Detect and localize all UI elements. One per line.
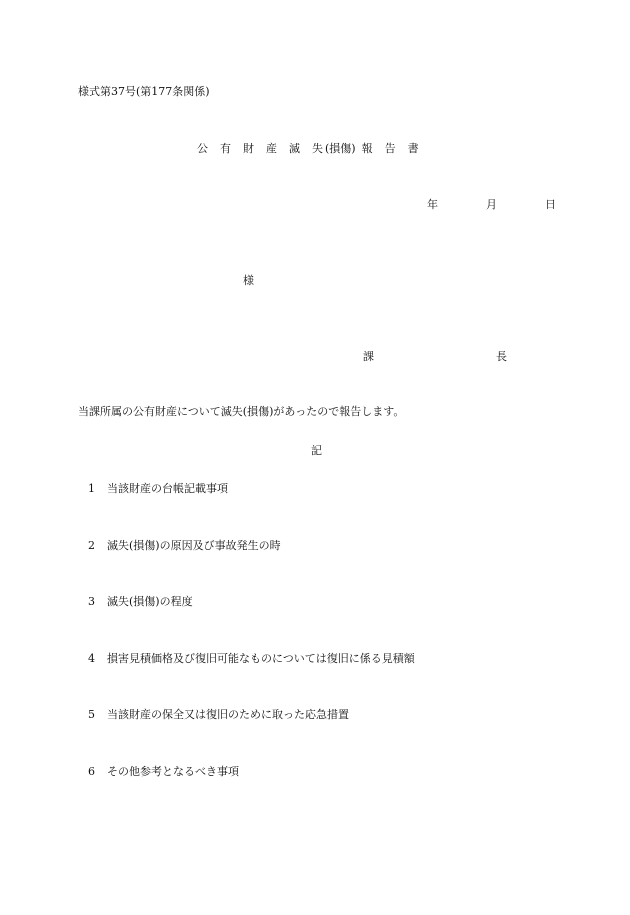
list-item	[88, 540, 281, 551]
body-text: 当課所属の公有財産について滅失(損傷)があったので報告します。	[78, 405, 405, 418]
list-item	[88, 766, 239, 777]
item-text: 滅失(損傷)の程度	[107, 595, 193, 608]
item-number: 2	[88, 539, 95, 552]
form-number: 様式第37号(第177条関係)	[78, 85, 210, 98]
sender-line	[363, 351, 507, 362]
date-year: 年	[427, 198, 438, 211]
title-char: (損傷)	[325, 142, 356, 155]
item-number: 1	[88, 482, 95, 495]
item-number: 4	[88, 652, 95, 665]
list-item	[88, 483, 228, 494]
list-item	[88, 709, 349, 720]
title-char: 有	[220, 142, 231, 155]
list-item	[88, 596, 193, 607]
title-char: 報	[361, 142, 373, 155]
document-title	[197, 143, 419, 154]
item-text: 当該財産の台帳記載事項	[107, 482, 228, 495]
list-item	[88, 653, 415, 664]
item-number: 5	[88, 708, 95, 721]
item-number: 3	[88, 595, 95, 608]
item-text: その他参考となるべき事項	[107, 765, 239, 778]
title-char: 告	[384, 142, 396, 155]
title-char: 失	[312, 142, 323, 155]
title-char: 公	[197, 142, 208, 155]
date-day: 日	[545, 198, 556, 211]
date-month: 月	[486, 198, 497, 211]
title-char: 財	[243, 142, 254, 155]
sender-ka: 課	[363, 350, 374, 363]
title-char: 産	[266, 142, 277, 155]
addressee-suffix: 様	[243, 274, 254, 287]
date-line	[427, 199, 556, 210]
sender-cho: 長	[496, 350, 507, 363]
item-text: 当該財産の保全又は復旧のために取った応急措置	[107, 708, 349, 721]
item-text: 損害見積価格及び復旧可能なものについては復旧に係る見積額	[107, 652, 415, 665]
title-char: 書	[407, 142, 419, 155]
item-text: 滅失(損傷)の原因及び事故発生の時	[107, 539, 281, 552]
title-char: 滅	[289, 142, 300, 155]
item-number: 6	[88, 765, 95, 778]
ki-heading: 記	[311, 444, 322, 457]
